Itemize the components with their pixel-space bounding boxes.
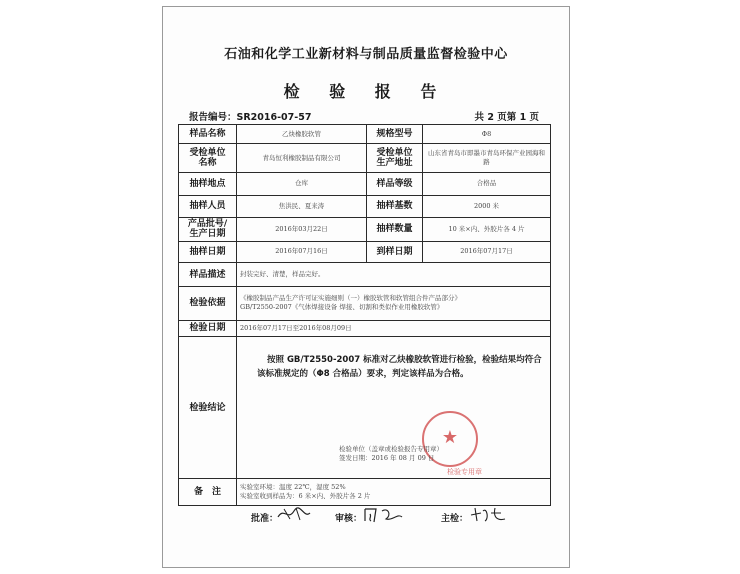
batch-label: 产品批号/ 生产日期 [179, 218, 237, 242]
sampling-date-label: 抽样日期 [179, 241, 237, 263]
conclusion-label: 检验结论 [179, 336, 237, 478]
sampler-label: 抽样人员 [179, 195, 237, 218]
reviewer-signature [362, 505, 406, 525]
inspected-unit-value: 青岛恒利橡胶制品有限公司 [237, 144, 367, 173]
description-label: 样品描述 [179, 263, 237, 287]
inspected-address-value: 山东省青岛市即墨市青岛环保产业园海和路 [423, 144, 551, 173]
report-number [189, 109, 311, 123]
table-row [179, 144, 551, 173]
basis-line-2: GB/T2550-2007《气体焊接设备 焊接、切割和类似作业用橡胶软管》 [240, 303, 444, 312]
basis-line-1: 《橡胶制品产品生产许可证实施细则（一）橡胶软管和软管组合件产品部分》 [240, 294, 461, 303]
inspected-unit-label: 受检单位 名称 [179, 144, 237, 173]
sample-name-label: 样品名称 [179, 125, 237, 144]
sample-name-value: 乙炔橡胶软管 [237, 125, 367, 144]
arrival-date-label: 到样日期 [367, 241, 423, 263]
star-icon: ★ [441, 426, 459, 448]
remarks-line-2: 实验室收到样品为：6 米×内、外胶片各 2 片 [240, 492, 371, 501]
description-value: 封装完好、清楚，样品完好。 [237, 263, 551, 287]
sampling-quantity-label: 抽样数量 [367, 218, 423, 242]
report-table [178, 124, 551, 506]
conclusion-text: 按照 GB/T2550-2007 标准对乙炔橡胶软管进行检验，检验结果均符合该标准规定的（Φ8 合格品）要求，判定该样品为合格。 [257, 354, 542, 379]
table-row [179, 125, 551, 144]
seal-text: 检验专用章 [447, 467, 482, 476]
basis-label: 检验依据 [179, 286, 237, 320]
conclusion-cell [237, 336, 551, 478]
issue-date: 签发日期：2016 年 08 月 09 日 [339, 453, 435, 462]
page-info: 共 2 页第 1 页 [474, 112, 539, 123]
stamp-lines [339, 445, 443, 463]
sampling-base-label: 抽样基数 [367, 195, 423, 218]
approve-label: 批准： [251, 514, 279, 524]
table-row [179, 263, 551, 287]
sampling-place-value: 仓库 [237, 173, 367, 196]
remarks-line-1: 实验室环境：温度 22℃，湿度 52% [240, 483, 346, 492]
sampling-base-value: 2000 米 [423, 195, 551, 218]
test-date-label: 检验日期 [179, 320, 237, 336]
report-number-value: SR2016-07-57 [236, 112, 312, 123]
inspector-signature [469, 505, 509, 525]
spec-label: 规格型号 [367, 125, 423, 144]
batch-value: 2016年03月22日 [237, 218, 367, 242]
organization-name: 石油和化学工业新材料与制品质量监督检验中心 [224, 47, 508, 62]
spec-value: Φ8 [423, 125, 551, 144]
arrival-date-value: 2016年07月17日 [423, 241, 551, 263]
table-row [179, 286, 551, 320]
table-row [179, 320, 551, 336]
stamp-line-1: 检验单位（盖章或检验报告专用章） [339, 444, 443, 453]
table-row [179, 336, 551, 478]
remarks-value [237, 479, 551, 506]
table-row [179, 218, 551, 242]
sampler-value: 焦洪民、夏来涛 [237, 195, 367, 218]
table-row [179, 241, 551, 263]
basis-value [237, 286, 551, 320]
grade-label: 样品等级 [367, 173, 423, 196]
sampling-date-value: 2016年07月16日 [237, 241, 367, 263]
inspected-address-label: 受检单位 生产地址 [367, 144, 423, 173]
remarks-label: 备 注 [179, 479, 237, 506]
table-row [179, 195, 551, 218]
report-number-label: 报告编号： [189, 112, 237, 123]
table-row [179, 479, 551, 506]
table-row [179, 173, 551, 196]
approver-signature [276, 505, 312, 523]
grade-value: 合格品 [423, 173, 551, 196]
review-label: 审核： [335, 514, 363, 524]
report-sheet [162, 6, 570, 568]
document-title: 检 验 报 告 [283, 82, 449, 101]
sampling-quantity-value: 10 米×内、外胶片各 4 片 [423, 218, 551, 242]
sampling-place-label: 抽样地点 [179, 173, 237, 196]
inspect-label: 主检： [441, 514, 469, 524]
test-date-value: 2016年07月17日至2016年08月09日 [237, 320, 551, 336]
